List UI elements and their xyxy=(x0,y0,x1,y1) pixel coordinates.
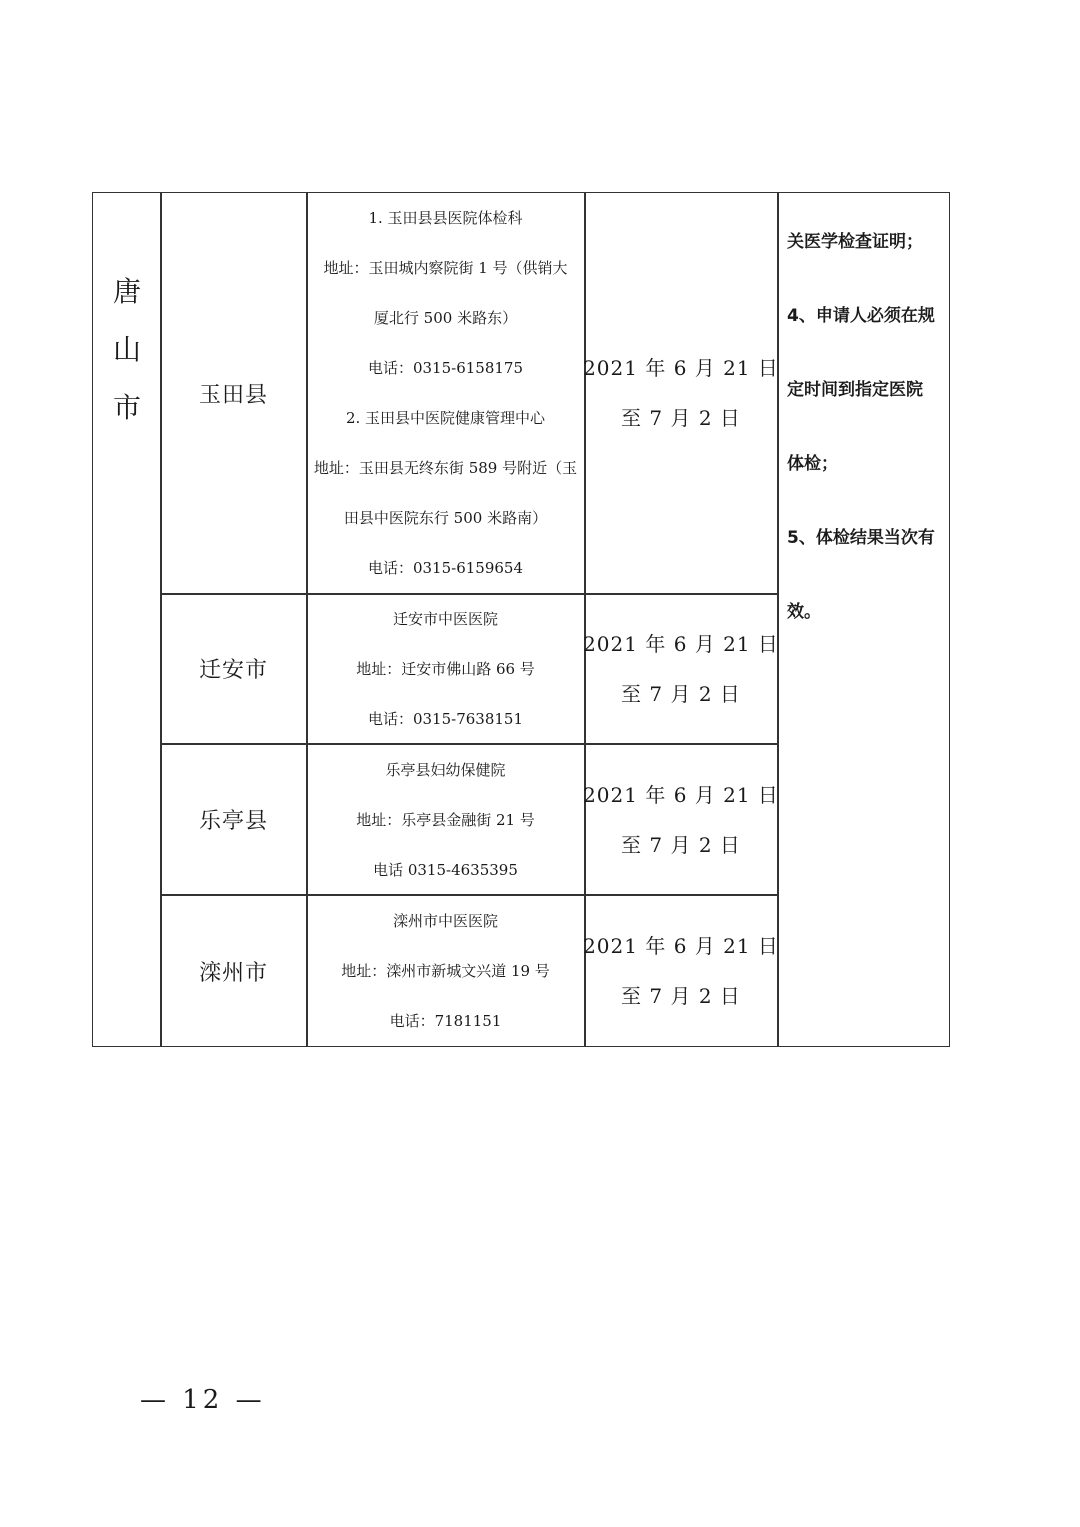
county-name: 滦州市 xyxy=(198,960,268,986)
hospital-cell xyxy=(307,896,584,1046)
county-cell xyxy=(161,745,306,894)
county-cell xyxy=(161,193,306,593)
hospital-line: 田县中医院东行 500 米路南） xyxy=(343,509,548,527)
county-name: 乐亭县 xyxy=(198,809,268,834)
hospital-line: 滦州市中医医院 xyxy=(392,912,498,930)
hospital-line: 地址：玉田县无终东街 589 号附近（玉 xyxy=(313,459,578,477)
city-char: 山 xyxy=(112,333,141,366)
hospital-line: 电话 0315-4635395 xyxy=(373,860,518,879)
hospital-cell xyxy=(307,193,584,593)
notes-cell xyxy=(787,205,945,649)
hospital-line: 电话：0315-7638151 xyxy=(367,709,524,728)
hospital-line: 1. 玉田县县医院体检科 xyxy=(368,209,523,227)
date-cell xyxy=(585,745,777,894)
hospital-cell xyxy=(307,745,584,894)
note-line: 4、申请人必须在规 xyxy=(787,306,935,326)
date-end: 至 7 月 2 日 xyxy=(621,681,741,706)
hospital-line: 地址：玉田城内察院街 1 号（供销大 xyxy=(323,259,568,277)
hospital-line: 电话：0315-6159654 xyxy=(367,559,524,577)
hospital-line: 地址：滦州市新城文兴道 19 号 xyxy=(341,962,550,980)
date-start: 2021 年 6 月 21 日 xyxy=(583,356,779,380)
date-end: 至 7 月 2 日 xyxy=(621,832,741,857)
county-cell xyxy=(161,896,306,1046)
date-cell xyxy=(585,594,777,743)
note-line: 定时间到指定医院 xyxy=(787,380,923,400)
county-cell xyxy=(161,594,306,743)
hospital-cell xyxy=(307,594,584,743)
note-line: 体检； xyxy=(787,454,838,474)
county-name: 迁安市 xyxy=(198,658,268,683)
date-cell xyxy=(585,896,777,1046)
date-cell xyxy=(585,193,777,593)
hospital-line: 电话：7181151 xyxy=(389,1012,502,1030)
county-name: 玉田县 xyxy=(198,382,268,408)
date-start: 2021 年 6 月 21 日 xyxy=(583,934,779,958)
city-char: 市 xyxy=(112,391,141,424)
hospital-line: 2. 玉田县中医院健康管理中心 xyxy=(345,409,546,427)
clinic-table xyxy=(92,192,950,1047)
city-char: 唐 xyxy=(112,275,141,308)
date-end: 至 7 月 2 日 xyxy=(621,406,741,430)
hospital-line: 地址：乐亭县金融街 21 号 xyxy=(356,810,535,829)
note-line: 5、体检结果当次有 xyxy=(787,528,935,548)
city-name xyxy=(93,263,161,437)
hospital-line: 迁安市中医医院 xyxy=(392,609,498,628)
hospital-line: 乐亭县妇幼保健院 xyxy=(385,760,506,779)
hospital-line: 厦北行 500 米路东） xyxy=(373,309,518,327)
hospital-line: 地址：迁安市佛山路 66 号 xyxy=(356,659,535,678)
note-line: 效。 xyxy=(787,602,821,622)
date-end: 至 7 月 2 日 xyxy=(621,984,741,1008)
hospital-line: 电话：0315-6158175 xyxy=(367,359,524,377)
page-number: — 12 — xyxy=(140,1385,266,1415)
note-line: 关医学检查证明； xyxy=(787,232,923,252)
date-start: 2021 年 6 月 21 日 xyxy=(583,631,779,656)
date-start: 2021 年 6 月 21 日 xyxy=(583,782,779,807)
